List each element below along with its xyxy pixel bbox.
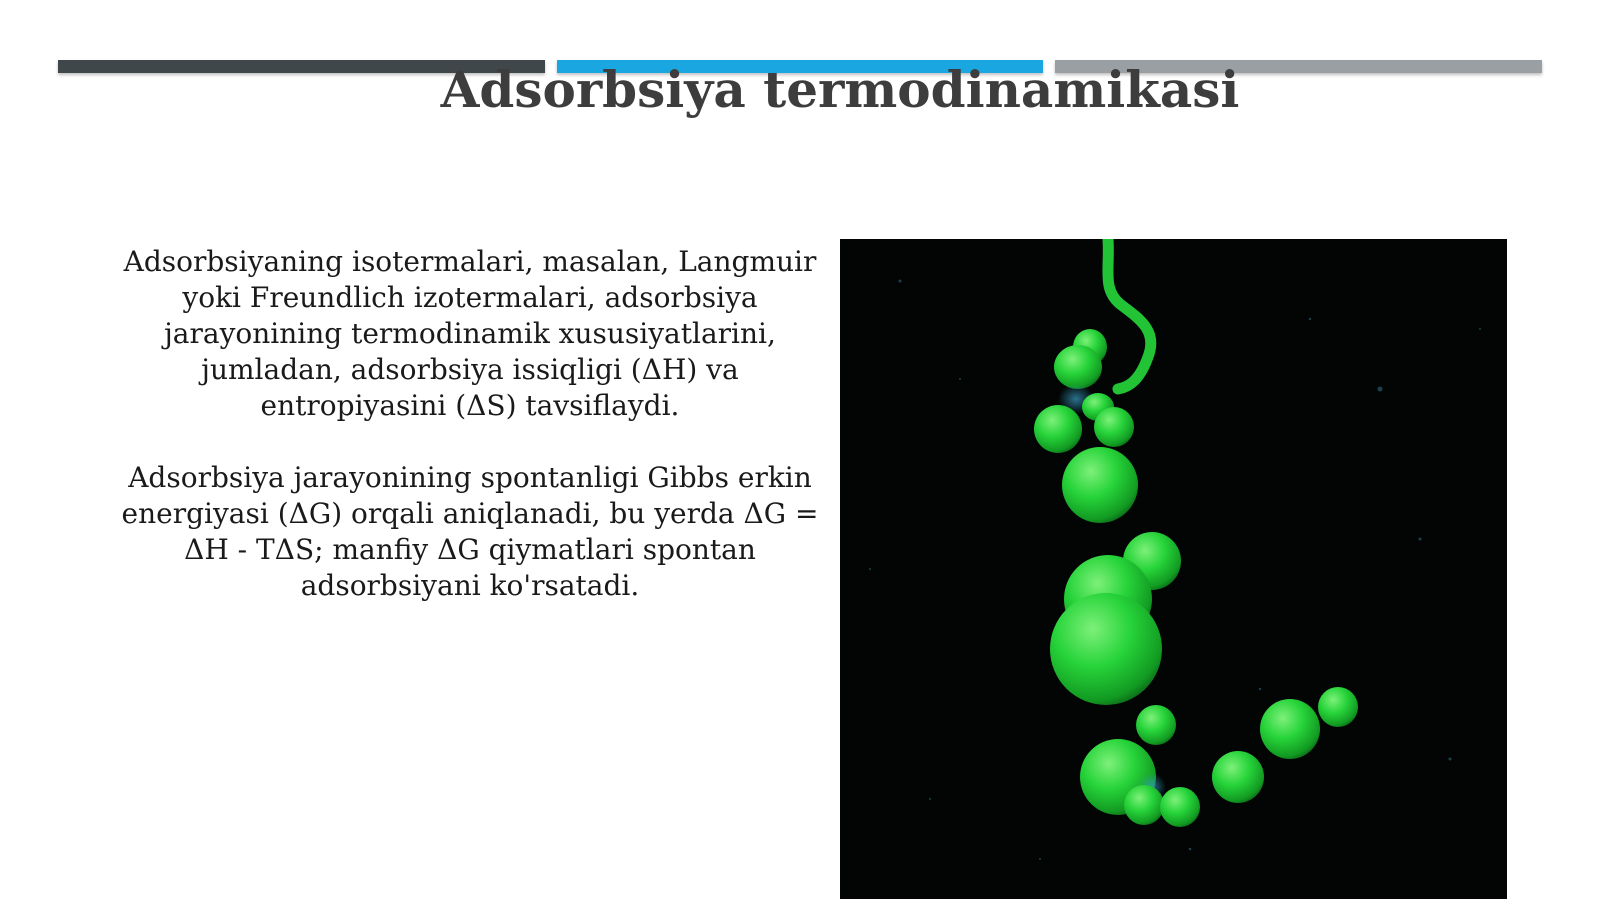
green-spheres-photo — [840, 239, 1507, 899]
slide-title: Adsorbsiya termodinamikasi — [440, 60, 1240, 119]
green-spheres-illustration — [840, 239, 1507, 899]
paragraph-isotherms: Adsorbsiyaning isotermalari, masalan, Langmuir yoki Freundlich izotermalari, adsorbsiya jarayonining termodinamik xususiyatlarini, jumladan, adsorbsiya issiqligi (ΔH) va entropiyasini (ΔS) tavsiflaydi. — [123, 245, 817, 422]
body-text — [110, 244, 830, 640]
paragraph-gibbs: Adsorbsiya jarayonining spontanligi Gibbs erkin energiyasi (ΔG) orqali aniqlanadi, bu yerda ΔG = ΔH - TΔS; manfiy ΔG qiymatlari spontan adsorbsiyani ko'rsatadi. — [121, 461, 819, 602]
green-strand — [1108, 239, 1151, 389]
